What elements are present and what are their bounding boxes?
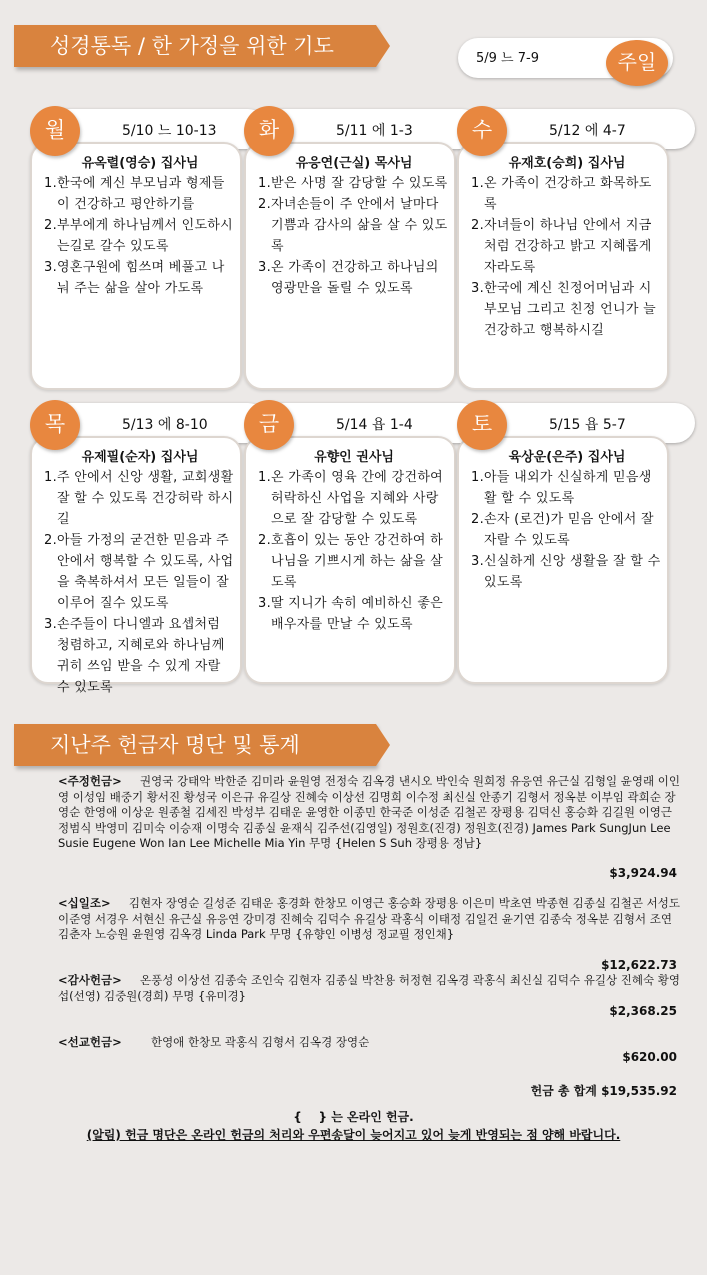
total-label: 헌금 총 합계	[530, 1084, 597, 1098]
offering-amount: $2,368.25	[609, 1004, 677, 1018]
day-circle	[457, 400, 507, 450]
offering-amount: $3,924.94	[609, 866, 677, 880]
bible-reading-title: 성경통독 / 한 가정을 위한 기도	[50, 34, 334, 58]
day-label: 목	[44, 412, 66, 436]
day-ref: 5/10 느 10-13	[122, 123, 217, 139]
person-name: 육상운(은주) 집사님	[508, 450, 626, 465]
person-name: 유옥렬(영승) 집사님	[81, 156, 199, 171]
total-amount: $19,535.92	[601, 1084, 677, 1098]
offering-names: 김현자 장영순 길성준 김태운 홍경화 한창모 이영근 홍승화 장평용 이은미 박초연 박종현 김종실 김철곤 서성도 이준영 서경우 서현신 유근실 유응연 강미경 진혜숙 김덕수 유길상 곽홍식 이태정 김일건 윤기연 김종숙 정옥분 김형서 조연 김춘자 노승원 윤원영 김옥경 Linda Park 무명 {유향인 이병성 정교필 정인채}	[58, 896, 680, 941]
offering-names: 권영국 강태악 박한준 김미라 윤원영 전정숙 김옥경 낸시오 박인숙 원희정 유응연 유근실 김형일 윤영래 이인영 이성임 배중기 황서진 황성국 이은규 유길상 진혜숙 이상선 김명희 이수정 최신실 안종기 김형서 정옥분 이부임 곽희순 장영순 한영애 이상운 원종철 김세진 박성부 김태운 윤영한 이종민 한국준 이성준 김철곤 장평용 김덕신 홍승화 김길원 이영근 정범식 박영미 김미숙 이승재 이명숙 김종실 윤재식 김주선(김영일) 정원호(진경) 정원호(진경) James Park SungJun Lee Susie Eugene Won Ian Lee Michelle Mia Yin 무명 {Helen S Suh 장평용 정남}	[58, 774, 680, 850]
offering-category: <감사헌금>	[58, 973, 122, 987]
day-ref: 5/13 에 8-10	[122, 417, 208, 433]
day-body	[457, 142, 669, 390]
offering-category: <십일조>	[58, 896, 111, 910]
offering-amount: $12,622.73	[601, 958, 677, 972]
sunday-reading-ref: 5/9 느 7-9	[476, 51, 539, 66]
offering-section-weekly	[58, 774, 680, 852]
offerings-banner	[14, 724, 376, 766]
prayer-item: 3.손주들이 다니엘과 요셉처럼 청렴하고, 지혜로와 하나님께 귀히 쓰임 받을 수 있게 자랄 수 있도록	[44, 617, 225, 695]
prayer-item: 1.아들 내외가 신실하게 믿음생활 할 수 있도록	[471, 470, 652, 506]
offering-section-thanks	[58, 973, 680, 1004]
prayer-item: 3.딸 지니가 속히 예비하신 좋은 배우자를 만날 수 있도록	[258, 596, 444, 632]
prayer-list	[258, 467, 450, 635]
offering-section-mission	[58, 1035, 680, 1051]
prayer-item: 3.한국에 계신 친정어머님과 시부모님 그리고 친정 언니가 늘 건강하고 행복하시길	[471, 281, 657, 338]
day-body	[244, 142, 456, 390]
prayer-item: 2.자녀들이 하나님 안에서 지금처럼 건강하고 밝고 지혜롭게 자라도록	[471, 218, 652, 275]
day-body	[457, 436, 669, 684]
person-name: 유향인 권사님	[314, 450, 394, 465]
offering-category: <주정헌금>	[58, 774, 122, 788]
offering-category: <선교헌금>	[58, 1035, 122, 1049]
prayer-item: 1.받은 사명 잘 감당할 수 있도록	[258, 176, 448, 191]
day-label: 토	[471, 412, 493, 436]
offerings-title: 지난주 헌금자 명단 및 통계	[50, 733, 300, 757]
prayer-item: 1.온 가족이 영육 간에 강건하여 허락하신 사업을 지혜와 사랑으로 잘 감당할 수 있도록	[258, 470, 444, 527]
prayer-item: 2.호흡이 있는 동안 강건하여 하나님을 기쁘시게 하는 삶을 살도록	[258, 533, 444, 590]
prayer-item: 3.신실하게 신앙 생활을 잘 할 수 있도록	[471, 554, 661, 590]
prayer-item: 1.주 안에서 신앙 생활, 교회생활 잘 할 수 있도록 건강허락 하시 길	[44, 470, 234, 527]
prayer-item: 3.온 가족이 건강하고 하나님의 영광만을 돌릴 수 있도록	[258, 260, 439, 296]
prayer-item: 2.손자 (로건)가 믿음 안에서 잘 자랄 수 있도록	[471, 512, 654, 548]
offering-total	[531, 1082, 677, 1099]
offering-names: 한영애 한창모 곽홍식 김형서 김옥경 장영순	[150, 1035, 370, 1049]
sunday-circle	[606, 40, 668, 86]
day-label: 월	[44, 118, 66, 142]
day-label: 화	[258, 118, 280, 142]
day-ref: 5/14 욥 1-4	[336, 417, 413, 433]
offering-names: 온풍성 이상선 김종숙 조인숙 김현자 김종실 박찬용 허정현 김옥경 곽홍식 최신실 김덕수 유길상 진혜숙 황영섭(선영) 김중원(경희) 무명 {유미경}	[58, 973, 680, 1003]
prayer-list	[471, 173, 663, 341]
person-name: 유재호(승희) 집사님	[508, 156, 626, 171]
prayer-item: 2.자녀손들이 주 안에서 날마다 기쁨과 감사의 삶을 살 수 있도록	[258, 197, 448, 254]
offering-amount: $620.00	[622, 1050, 677, 1064]
prayer-list	[44, 467, 236, 698]
day-body	[30, 142, 242, 390]
prayer-item: 2.부부에게 하나님께서 인도하시는길로 갈수 있도록	[44, 218, 234, 254]
day-ref: 5/11 에 1-3	[336, 123, 413, 139]
day-circle	[30, 400, 80, 450]
day-ref: 5/12 에 4-7	[549, 123, 626, 139]
prayer-item: 1.한국에 계신 부모님과 형제들이 건강하고 평안하기를	[44, 176, 225, 212]
prayer-item: 1.온 가족이 건강하고 화목하도록	[471, 176, 652, 212]
person-name: 유응연(근실) 목사님	[295, 156, 413, 171]
day-circle	[244, 106, 294, 156]
day-body	[30, 436, 242, 695]
prayer-item: 2.아들 가정의 굳건한 믿음과 주 안에서 행복할 수 있도록, 사업을 축복하셔서 모든 일들이 잘 이루어 질수 있도록	[44, 533, 234, 611]
day-body	[244, 436, 456, 684]
prayer-list	[258, 173, 450, 299]
prayer-list	[471, 467, 663, 593]
day-circle	[457, 106, 507, 156]
sunday-label: 주일	[617, 50, 657, 74]
bible-reading-banner	[14, 25, 376, 67]
prayer-list	[44, 173, 236, 299]
online-note: { } 는 온라인 헌금.	[293, 1110, 414, 1124]
day-label: 수	[471, 118, 493, 142]
person-name: 유제필(순자) 집사님	[81, 450, 199, 465]
offering-section-tithe	[58, 896, 680, 943]
day-label: 금	[258, 412, 280, 436]
notice: (알림) 헌금 명단은 온라인 헌금의 처리와 우편송달이 늦어지고 있어 늦게 반영되는 점 양해 바랍니다.	[86, 1128, 621, 1142]
day-circle	[30, 106, 80, 156]
day-ref: 5/15 욥 5-7	[549, 417, 626, 433]
day-circle	[244, 400, 294, 450]
prayer-item: 3.영혼구원에 힘쓰며 베풀고 나눠 주는 삶을 살아 가도록	[44, 260, 225, 296]
